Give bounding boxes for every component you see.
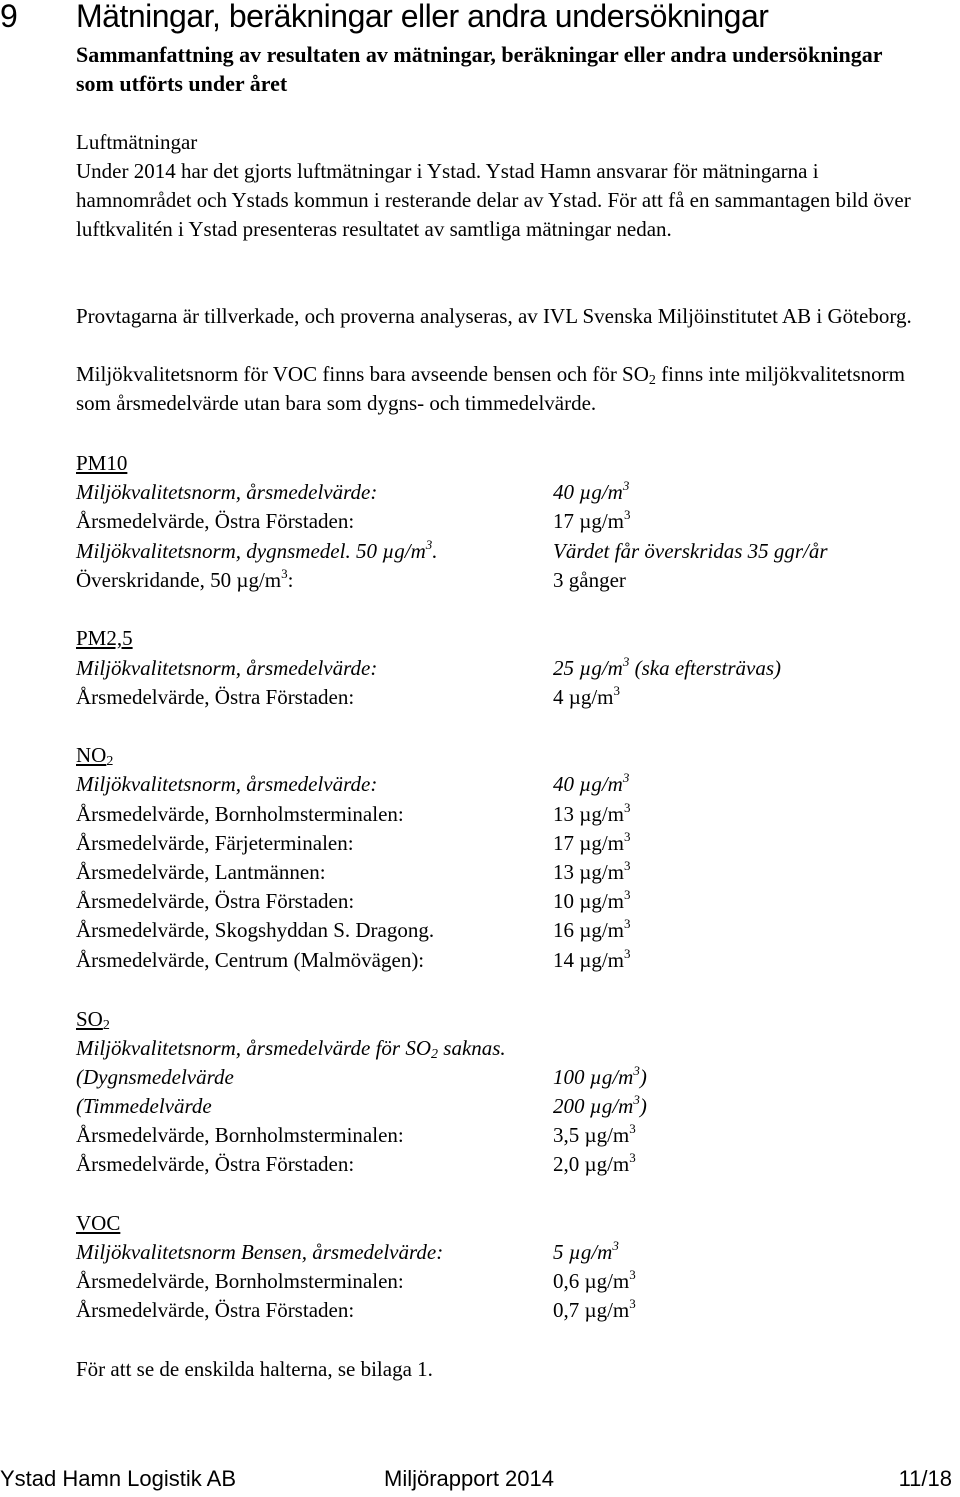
norm-paragraph-part-a: Miljökvalitetsnorm för VOC finns bara avseende bensen och för SO (76, 362, 649, 386)
so2-row-label: (Dygnsmedelvärde (76, 1065, 234, 1089)
voc-row (76, 1238, 936, 1267)
so2-norm-note (76, 1034, 936, 1063)
voc-title-text: VOC (76, 1211, 121, 1235)
norm-paragraph-part-b: finns inte miljökvalitetsnorm som årsmedelvärde utan bara som dygns- och timmedelvärde. (76, 362, 905, 415)
pm10-row-value: 40 $\mu g/m^3$ (553, 478, 630, 504)
pm10-row-label: Miljökvalitetsnorm, årsmedelvärde: (76, 480, 378, 504)
norm-paragraph-sub: 2 (648, 373, 656, 388)
voc-row-label: Årsmedelvärde, Bornholmsterminalen: (76, 1269, 404, 1293)
no2-row (76, 829, 936, 858)
pm25-row-label: Miljökvalitetsnorm, årsmedelvärde: (76, 656, 378, 680)
pm10-row (76, 478, 936, 507)
so2-title (76, 1005, 936, 1034)
pm10-row (76, 566, 936, 595)
so2-title-text: $SO_2$ (76, 1007, 110, 1033)
pm10-row (76, 507, 936, 536)
pm10-row-label: Årsmedelvärde, Östra Förstaden: (76, 509, 355, 533)
pm25-row-label: Årsmedelvärde, Östra Förstaden: (76, 685, 355, 709)
no2-row (76, 770, 936, 799)
pm10-row-value: 17 $\mu g/m^3$ (553, 507, 631, 533)
pm10-row-value: Värdet får överskridas 35 ggr/år (553, 539, 828, 563)
voc-row-value: 0,7 $\mu g/m^3$ (553, 1296, 636, 1322)
pm25-title (76, 624, 936, 653)
no2-row (76, 858, 936, 887)
footer-report: Miljörapport 2014 (384, 1466, 554, 1491)
so2-row-value: 2,0 $\mu g/m^3$ (553, 1150, 636, 1176)
so2-row-value: 200 $\mu g/m^3$) (553, 1092, 647, 1118)
section-title: Mätningar, beräkningar eller andra undersökningar (76, 0, 769, 34)
so2-row-label: Årsmedelvärde, Östra Förstaden: (76, 1152, 355, 1176)
no2-row-value: 16 $\mu g/m^3$ (553, 916, 631, 942)
pm25-row-value: 4 $\mu g/m^3$ (553, 683, 621, 709)
pm25-row-value: 25 $\mu g/m^3$ (ska eftersträvas) (553, 654, 781, 680)
no2-row-value: 40 $\mu g/m^3$ (553, 770, 630, 796)
pm10-row-label: Miljökvalitetsnorm, dygnsmedel. 50 $\mu g/m^3$. (76, 537, 438, 563)
lab-paragraph: Provtagarna är tillverkade, och proverna analyseras, av IVL Svenska Miljöinstitutet AB i Göteborg. (76, 304, 912, 328)
no2-row (76, 800, 936, 829)
intro-paragraph: Under 2014 har det gjorts luftmätningar i Ystad. Ystad Hamn ansvarar för mätningarna i hamnområdet och Ystads kommun i resterande delar av Ystad. För att få en sammantagen bild över luftkvalitén i Ystad presenteras resultatet av samtliga mätningar nedan. (76, 159, 911, 241)
section-subheading: Sammanfattning av resultaten av mätningar, beräkningar eller andra undersökningar som utförts under året (76, 42, 883, 96)
pm25-title-text: PM2,5 (76, 626, 133, 650)
no2-row (76, 887, 936, 916)
voc-row-label: Miljökvalitetsnorm Bensen, årsmedelvärde: (76, 1240, 444, 1264)
voc-row (76, 1296, 936, 1325)
no2-row-label: Årsmedelvärde, Östra Förstaden: (76, 889, 355, 913)
pm25-row (76, 683, 936, 712)
so2-row (76, 1150, 936, 1179)
pm10-title-text: PM10 (76, 451, 128, 475)
voc-row-label: Årsmedelvärde, Östra Förstaden: (76, 1298, 355, 1322)
no2-row-label: Årsmedelvärde, Färjeterminalen: (76, 831, 354, 855)
section-heading (0, 0, 768, 35)
so2-row-label: (Timmedelvärde (76, 1094, 212, 1118)
footer-page-number: 11/18 (898, 1466, 952, 1491)
so2-row-value: 100 $\mu g/m^3$) (553, 1063, 647, 1089)
norm-paragraph (76, 360, 936, 418)
section-number: 9 (0, 0, 18, 34)
so2-norm-text: Miljökvalitetsnorm, årsmedelvärde för $SO_2$ saknas. (76, 1036, 506, 1062)
no2-row-label: Årsmedelvärde, Skogshyddan S. Dragong. (76, 918, 435, 942)
voc-row-value: 5 $\mu g/m^3$ (553, 1238, 619, 1264)
no2-row-value: 14 $\mu g/m^3$ (553, 946, 631, 972)
voc-row-value: 0,6 $\mu g/m^3$ (553, 1267, 636, 1293)
so2-row (76, 1063, 936, 1092)
closing-note-text: För att se de enskilda halterna, se bilaga 1. (76, 1357, 433, 1381)
no2-row (76, 946, 936, 975)
no2-title (76, 741, 936, 770)
no2-row-value: 17 $\mu g/m^3$ (553, 829, 631, 855)
no2-row-label: Årsmedelvärde, Lantmännen: (76, 860, 326, 884)
pm10-row (76, 537, 936, 566)
no2-row-label: Årsmedelvärde, Bornholmsterminalen: (76, 802, 404, 826)
no2-row-value: 13 $\mu g/m^3$ (553, 858, 631, 884)
no2-title-text: $NO_2$ (76, 743, 114, 769)
pm10-row-label: Överskridande, 50 $\mu g/m^3$: (76, 566, 294, 592)
no2-row-value: 13 $\mu g/m^3$ (553, 800, 631, 826)
no2-row-value: 10 $\mu g/m^3$ (553, 887, 631, 913)
pm10-row-value: 3 gånger (553, 568, 626, 592)
so2-row (76, 1092, 936, 1121)
air-measurements-title: Luftmätningar (76, 130, 198, 154)
closing-note (76, 1355, 936, 1384)
so2-row (76, 1121, 936, 1150)
no2-row-label: Miljökvalitetsnorm, årsmedelvärde: (76, 772, 378, 796)
pm25-row (76, 654, 936, 683)
no2-row (76, 916, 936, 945)
no2-row-label: Årsmedelvärde, Centrum (Malmövägen): (76, 948, 425, 972)
voc-title (76, 1209, 936, 1238)
so2-row-label: Årsmedelvärde, Bornholmsterminalen: (76, 1123, 404, 1147)
voc-row (76, 1267, 936, 1296)
pm10-title (76, 449, 936, 478)
footer-company: Ystad Hamn Logistik AB (0, 1466, 237, 1491)
so2-row-value: 3,5 $\mu g/m^3$ (553, 1121, 636, 1147)
